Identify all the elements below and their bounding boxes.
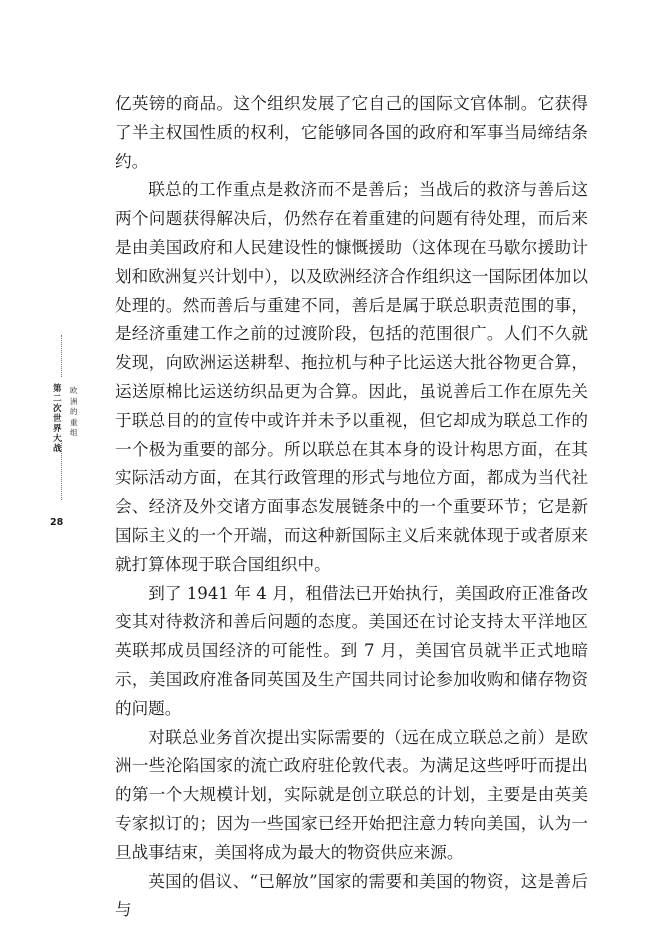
page-number: 28: [50, 517, 64, 528]
paragraph: 联总的工作重点是救济而不是善后；当战后的救济与善后这两个问题获得解决后，仍然存在着重建的问题有待处理，而后来是由美国政府和人民建设性的慷慨援助（这体现在马歇尔援助计划和欧洲复兴计划中），以及欧洲经济合作组织这一国际团体加以处理的。然而善后与重建不同，善后是属于联总职责范围的事，是经济重建工作之前的过渡阶段，包括的范围很广。人们不久就发现，向欧洲运送耕犁、拖拉机与种子比运送大批谷物更合算，运送原棉比运送纺织品更为合算。因此，虽说善后工作在原先关于联总目的的宣传中或许并未予以重视，但它却成为联总工作的一个极为重要的部分。所以联总在其本身的设计构思方面，在其实际活动方面，在其行政管理的形式与地位方面，都成为当代社会、经济及外交诸方面事态发展链条中的一个重要环节；它是新国际主义的一个开端，而这种新国际主义后来就体现于或者原来就打算体现于联合国组织中。: [115, 180, 588, 574]
paragraph: 亿英镑的商品。这个组织发展了它自己的国际文官体制。它获得了半主权国性质的权利，它能够同各国的政府和军事当局缔结条约。: [115, 94, 588, 171]
paragraph: 到了 1941 年 4 月，租借法已开始执行，美国政府正准备改变其对待救济和善后问题的态度。美国还在讨论支持太平洋地区英联邦成员国经济的可能性。到 7 月，美国官员就半正式地暗示，美国政府准备同英国及生产国共同讨论参加收购和储存物资的问题。: [115, 583, 588, 718]
sidebar-divider-bottom: [61, 440, 62, 500]
sidebar-divider-top: [61, 335, 62, 377]
paragraph: 对联总业务首次提出实际需要的（远在成立联总之前）是欧洲一些沦陷国家的流亡政府驻伦敦代表。为满足这些呼吁而提出的第一个大规模计划，实际就是创立联总的计划，主要是由英美专家拟订的；因为一些国家已经开始把注意力转向美国，认为一旦战事结束，美国将成为最大的物资供应来源。: [115, 727, 588, 862]
paragraph: 英国的倡议、“已解放”国家的需要和美国的物资，这是善后与: [115, 871, 588, 920]
book-title: 第二次世界大战: [53, 384, 62, 454]
section-title: 欧洲的重组: [70, 386, 78, 437]
body-text: [115, 90, 588, 925]
